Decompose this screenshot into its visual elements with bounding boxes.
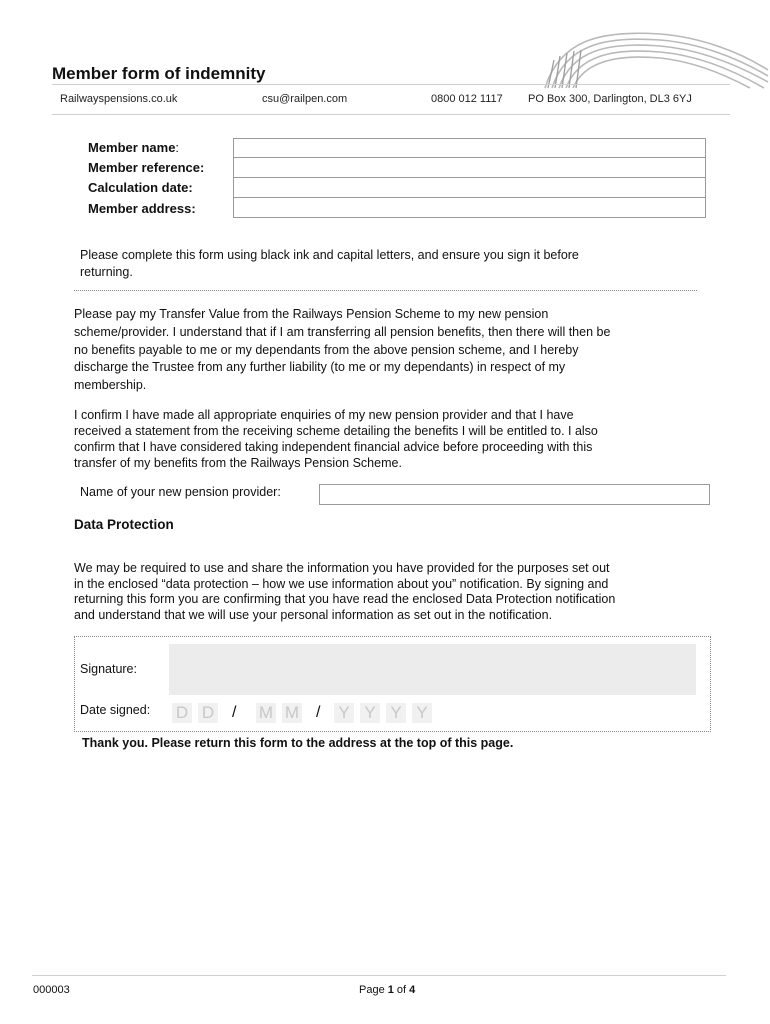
data-protection-text: We may be required to use and share the information you have provided for the purposes set out in the enclosed “data protection – how we use information about you” notification. By signing and returning this form you are confirming that you have read the enclosed Data Protection notification and understand that we will use your personal information as set out in the notification. bbox=[74, 561, 616, 622]
form-title: Member form of indemnity bbox=[52, 64, 266, 83]
date-month-1-field[interactable]: M bbox=[256, 703, 276, 723]
calculation-date-field[interactable] bbox=[233, 178, 706, 198]
website-link[interactable]: Railwayspensions.co.uk bbox=[60, 93, 178, 105]
confirmation-text: I confirm I have made all appropriate enquiries of my new pension provider and that I have received a statement from the receiving scheme detailing the benefits I will be entitled to. I also confirm that I have considered taking independent financial advice before proceeding with this transfer of my benefits from the Railways Pension Scheme. bbox=[74, 408, 598, 470]
calculation-date-label: Calculation date: bbox=[88, 180, 193, 195]
signature-label: Signature: bbox=[80, 662, 137, 676]
member-reference-field[interactable] bbox=[233, 158, 706, 178]
title-divider bbox=[52, 84, 730, 85]
email-link[interactable]: csu@railpen.com bbox=[262, 93, 348, 105]
date-year-2-field[interactable]: Y bbox=[360, 703, 380, 723]
date-year-4-field[interactable]: Y bbox=[412, 703, 432, 723]
date-day-2-field[interactable]: D bbox=[198, 703, 218, 723]
form-code: 000003 bbox=[33, 984, 70, 996]
instructions-divider bbox=[74, 290, 697, 291]
signature-field[interactable] bbox=[169, 644, 696, 695]
member-address-field[interactable] bbox=[233, 198, 706, 218]
page-indicator: Page 1 of 4 bbox=[359, 984, 416, 996]
contact-divider bbox=[52, 114, 730, 115]
date-day-1-field[interactable]: D bbox=[172, 703, 192, 723]
date-separator: / bbox=[232, 704, 237, 721]
date-year-3-field[interactable]: Y bbox=[386, 703, 406, 723]
member-address-label: Member address: bbox=[88, 201, 196, 216]
provider-name-field[interactable] bbox=[319, 484, 710, 505]
provider-name-label: Name of your new pension provider: bbox=[80, 485, 281, 499]
thank-you-note: Thank you. Please return this form to the address at the top of this page. bbox=[82, 736, 514, 750]
member-name-label: Member name: bbox=[88, 140, 180, 155]
transfer-request-text: Please pay my Transfer Value from the Railways Pension Scheme to my new pension scheme/provider. I understand that if I am transferring all pension benefits, then there will then be no benefits payable to me or my dependants from the above pension scheme, and I hereby discharge the Trustee from any further liability (to me or my dependants) in respect of my membership. bbox=[74, 307, 611, 393]
date-year-1-field[interactable]: Y bbox=[334, 703, 354, 723]
railpen-logo bbox=[540, 20, 770, 90]
member-name-field[interactable] bbox=[233, 138, 706, 158]
instructions-text: Please complete this form using black ink and capital letters, and ensure you sign it before returning. bbox=[80, 248, 579, 279]
data-protection-heading: Data Protection bbox=[74, 517, 174, 532]
member-reference-label: Member reference: bbox=[88, 160, 205, 175]
date-signed-label: Date signed: bbox=[80, 703, 151, 717]
footer-divider bbox=[32, 975, 726, 976]
date-month-2-field[interactable]: M bbox=[282, 703, 302, 723]
phone-number: 0800 012 1117 bbox=[431, 93, 503, 105]
postal-address: PO Box 300, Darlington, DL3 6YJ bbox=[528, 93, 692, 105]
date-separator: / bbox=[316, 704, 321, 721]
